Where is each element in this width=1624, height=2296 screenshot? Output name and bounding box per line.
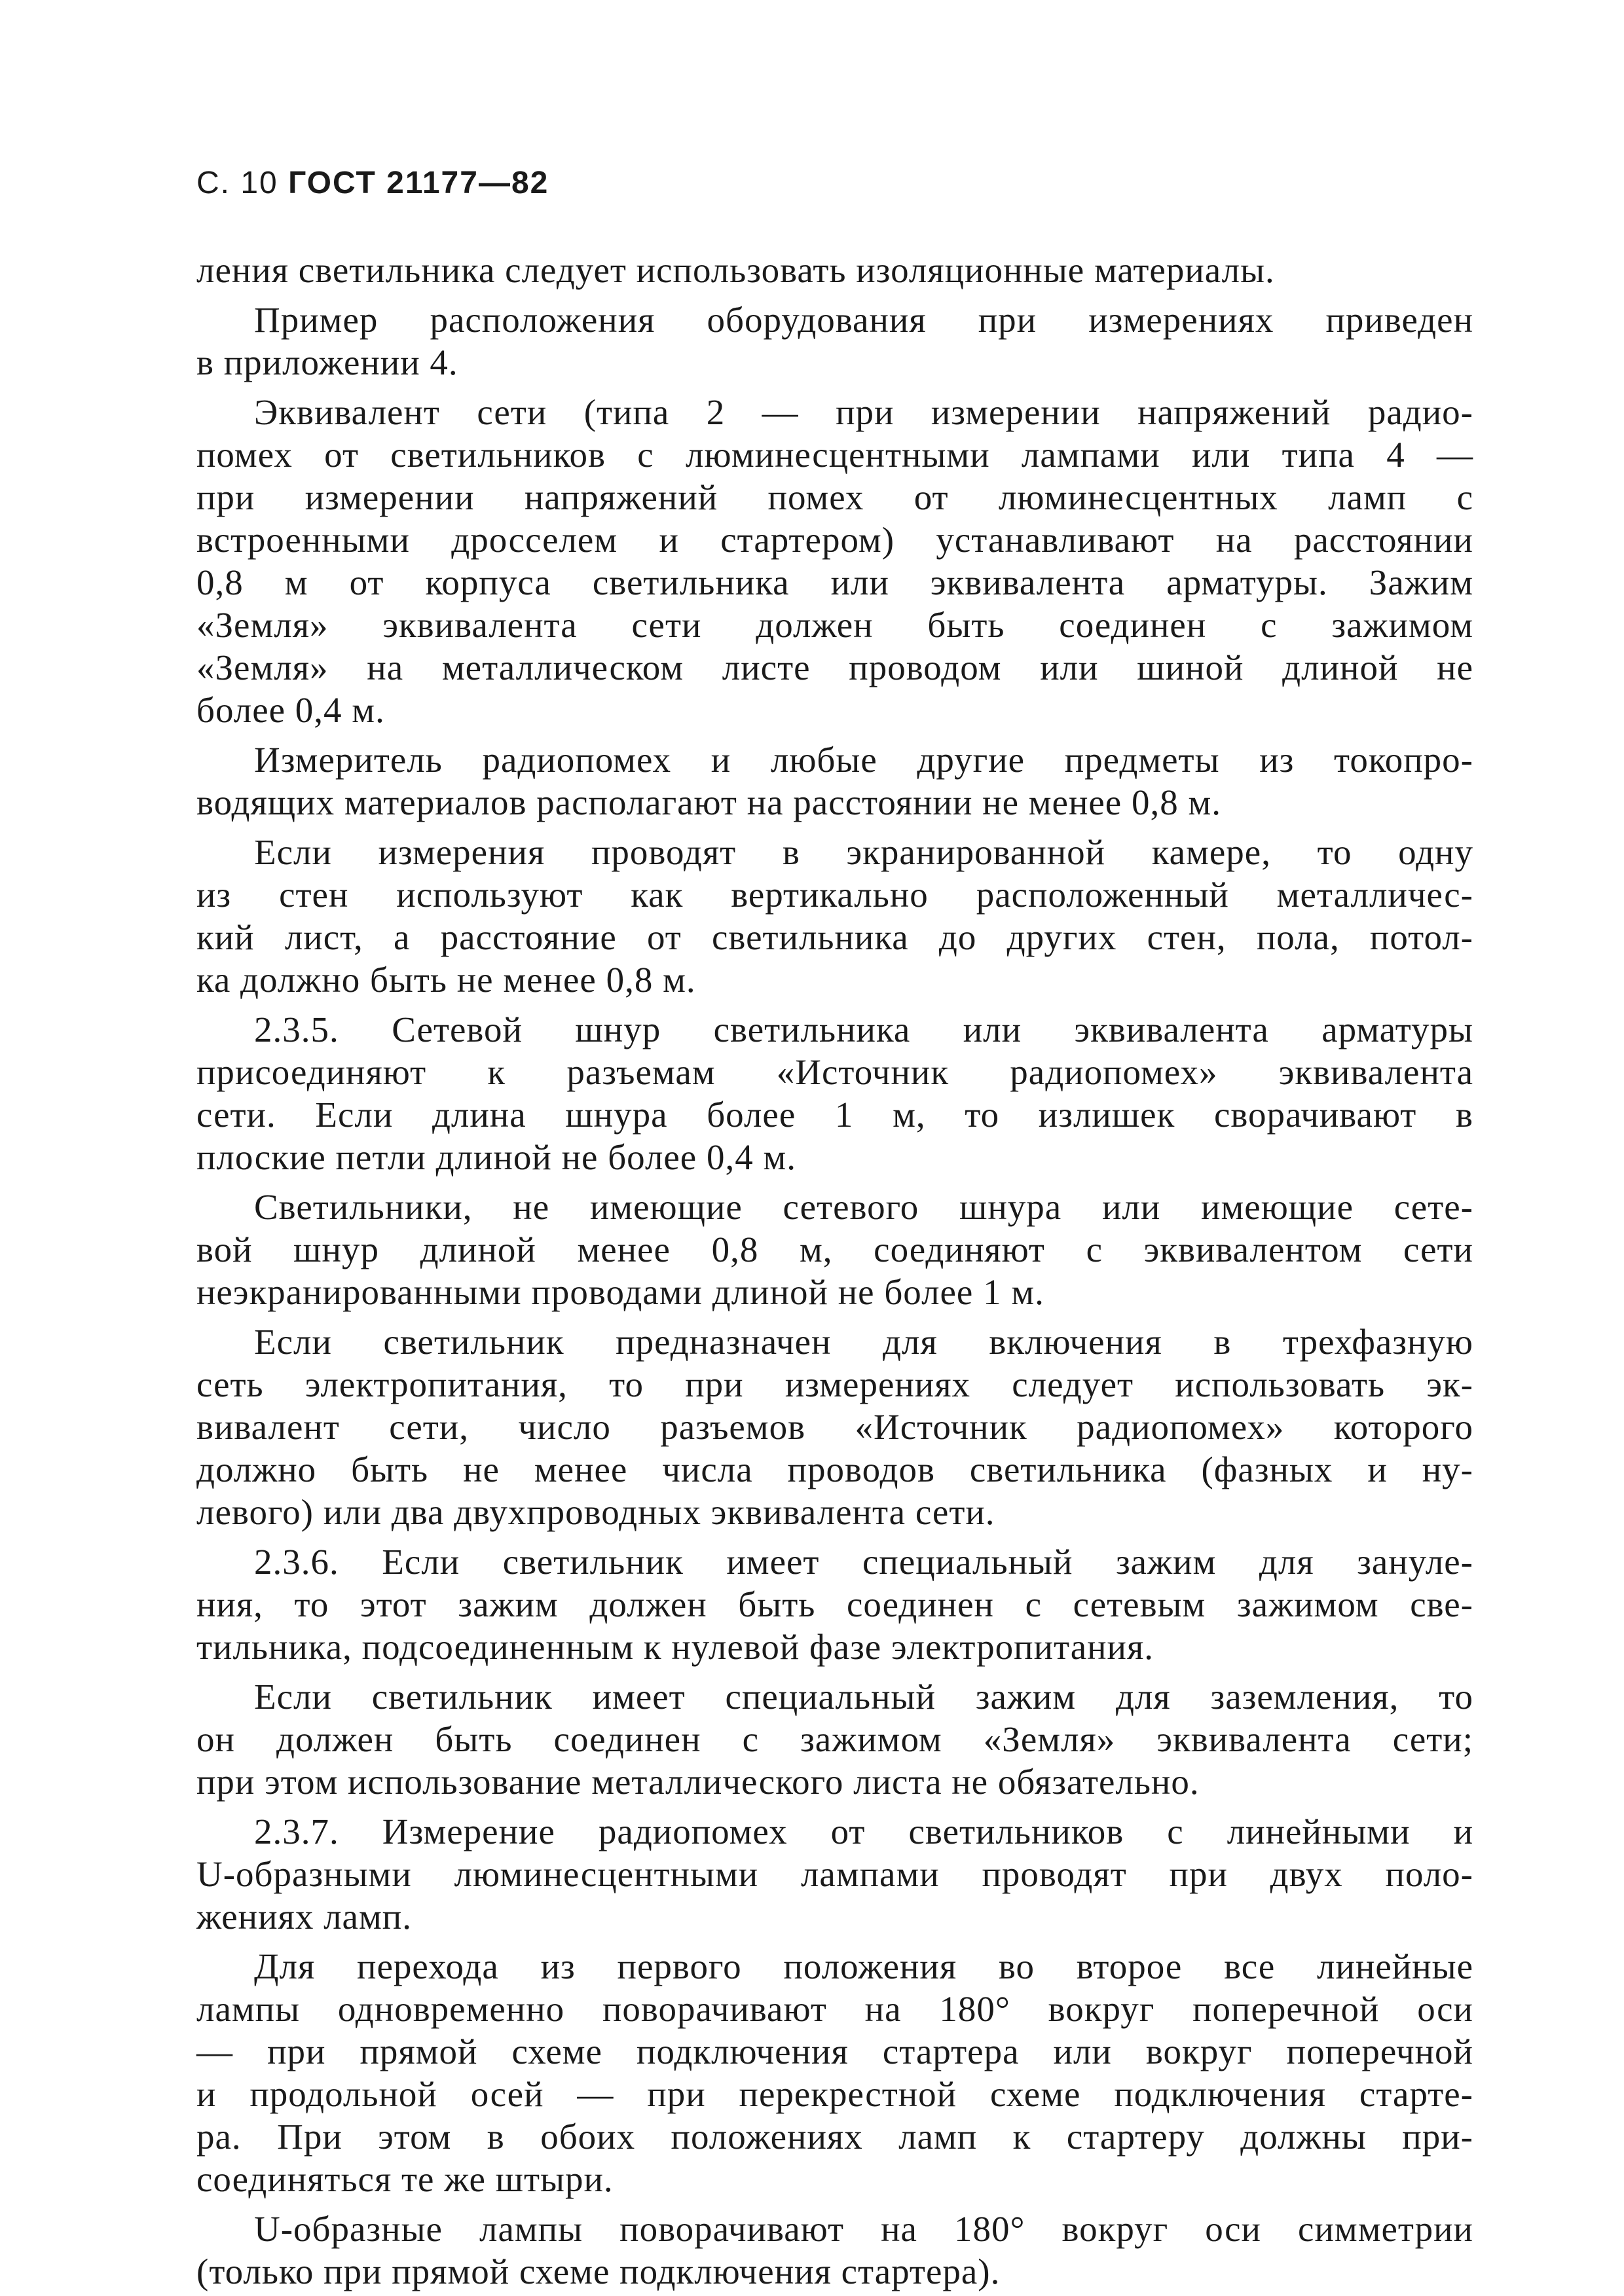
paragraph: [196, 1675, 1473, 1803]
text-line: Измеритель радиопомех и любые другие предметы из токопро-: [254, 740, 1473, 780]
document-body: [196, 249, 1473, 2293]
text-line: U-образные лампы поворачивают на 180° вокруг оси симметрии: [254, 2209, 1473, 2249]
paragraph-gap: [196, 1178, 1473, 1186]
text-line: встроенными дросселем и стартером) устанавливают на расстоянии: [196, 520, 1473, 560]
text-line: из стен используют как вертикально расположенный металличес-: [196, 875, 1473, 915]
standard-number: ГОСТ 21177—82: [288, 166, 549, 200]
text-line: левого) или два двухпроводных эквивалента сети.: [196, 1492, 995, 1532]
paragraph-gap: [196, 1001, 1473, 1008]
text-line: (только при прямой схеме подключения стартера).: [196, 2251, 1001, 2291]
text-line: кий лист, а расстояние от светильника до других стен, пола, потол-: [196, 917, 1473, 957]
text-line: он должен быть соединен с зажимом «Земля» эквивалента сети;: [196, 1719, 1473, 1759]
paragraph: [196, 391, 1473, 731]
text-line: 0,8 м от корпуса светильника или эквивалента арматуры. Зажим: [196, 562, 1473, 602]
page-header: [196, 164, 549, 203]
text-line: сеть электропитания, то при измерениях следует использовать эк-: [196, 1364, 1473, 1404]
text-line: «Земля» эквивалента сети должен быть соединен с зажимом: [196, 605, 1473, 645]
text-line: плоские петли длиной не более 0,4 м.: [196, 1137, 797, 1177]
paragraph-gap: [196, 824, 1473, 831]
paragraph-gap: [196, 1803, 1473, 1810]
paragraph: [196, 1540, 1473, 1668]
text-line: Светильники, не имеющие сетевого шнура или имеющие сете-: [254, 1187, 1473, 1227]
text-line: Если измерения проводят в экранированной камере, то одну: [254, 832, 1473, 872]
text-line: водящих материалов располагают на расстоянии не менее 0,8 м.: [196, 782, 1222, 822]
paragraph: [196, 249, 1473, 291]
paragraph-gap: [196, 1668, 1473, 1675]
text-line: 2.3.6. Если светильник имеет специальный зажим для зануле-: [254, 1542, 1473, 1582]
text-line: U-образными люминесцентными лампами проводят при двух поло-: [196, 1854, 1473, 1894]
paragraph-gap: [196, 384, 1473, 391]
text-line: Если светильник предназначен для включения в трехфазную: [254, 1322, 1473, 1362]
text-line: лампы одновременно поворачивают на 180° вокруг поперечной оси: [196, 1989, 1473, 2029]
text-line: Эквивалент сети (типа 2 — при измерении напряжений радио-: [254, 392, 1473, 432]
text-line: ка должно быть не менее 0,8 м.: [196, 960, 696, 1000]
text-line: сети. Если длина шнура более 1 м, то излишек сворачивают в: [196, 1095, 1473, 1135]
text-line: более 0,4 м.: [196, 690, 385, 730]
text-line: тильника, подсоединенным к нулевой фазе электропитания.: [196, 1627, 1154, 1667]
paragraph-gap: [196, 2200, 1473, 2208]
text-line: при измерении напряжений помех от люминесцентных ламп с: [196, 477, 1473, 517]
paragraph: [196, 1186, 1473, 1313]
paragraph: [196, 738, 1473, 824]
text-line: Пример расположения оборудования при измерениях приведен: [254, 300, 1473, 340]
paragraph-gap: [196, 1938, 1473, 1945]
text-line: в приложении 4.: [196, 342, 458, 382]
text-line: и продольной осей — при перекрестной схеме подключения старте-: [196, 2074, 1473, 2114]
paragraph: [196, 1810, 1473, 1938]
paragraph: [196, 1321, 1473, 1533]
paragraph: [196, 1945, 1473, 2200]
text-line: ния, то этот зажим должен быть соединен с сетевым зажимом све-: [196, 1584, 1473, 1624]
paragraph: [196, 1008, 1473, 1178]
text-line: «Земля» на металлическом листе проводом или шиной длиной не: [196, 647, 1473, 687]
text-line: присоединяют к разъемам «Источник радиопомех» эквивалента: [196, 1052, 1473, 1092]
text-line: Для перехода из первого положения во второе все линейные: [254, 1946, 1473, 1986]
paragraph: [196, 2208, 1473, 2293]
page-number: С. 10: [196, 166, 278, 200]
text-line: должно быть не менее числа проводов светильника (фазных и ну-: [196, 1449, 1473, 1489]
paragraph-gap: [196, 1313, 1473, 1321]
paragraph: [196, 299, 1473, 384]
text-line: неэкранированными проводами длиной не более 1 м.: [196, 1272, 1044, 1312]
paragraph-gap: [196, 1533, 1473, 1540]
text-line: вивалент сети, число разъемов «Источник радиопомех» которого: [196, 1407, 1473, 1447]
paragraph: [196, 831, 1473, 1001]
text-line: ления светильника следует использовать изоляционные материалы.: [196, 250, 1275, 290]
text-line: при этом использование металлического листа не обязательно.: [196, 1762, 1200, 1802]
text-line: Если светильник имеет специальный зажим для заземления, то: [254, 1677, 1473, 1717]
paragraph-gap: [196, 291, 1473, 299]
text-line: жениях ламп.: [196, 1897, 412, 1937]
text-line: помех от светильников с люминесцентными лампами или типа 4 —: [196, 435, 1473, 475]
text-line: 2.3.7. Измерение радиопомех от светильников с линейными и: [254, 1812, 1473, 1851]
text-line: вой шнур длиной менее 0,8 м, соединяют с эквивалентом сети: [196, 1230, 1473, 1269]
text-line: — при прямой схеме подключения стартера или вокруг поперечной: [196, 2032, 1473, 2071]
text-line: 2.3.5. Сетевой шнур светильника или эквивалента арматуры: [254, 1010, 1473, 1049]
text-line: соединяться те же штыри.: [196, 2159, 614, 2199]
paragraph-gap: [196, 731, 1473, 738]
text-line: ра. При этом в обоих положениях ламп к стартеру должны при-: [196, 2117, 1473, 2157]
